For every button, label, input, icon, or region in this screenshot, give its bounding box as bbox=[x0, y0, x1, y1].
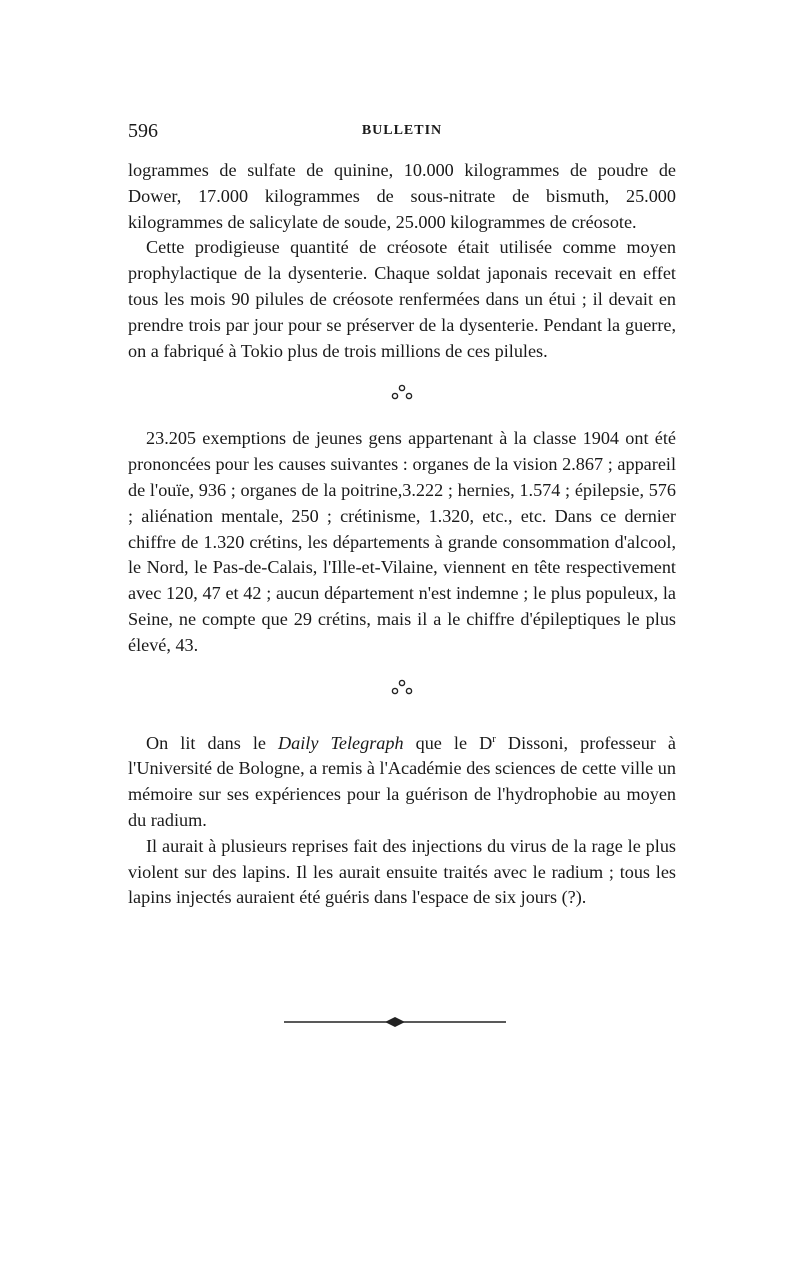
running-head: BULLETIN bbox=[361, 123, 443, 138]
asterism-icon bbox=[128, 677, 676, 705]
page-number: 596 bbox=[128, 120, 158, 142]
paragraph-1: logrammes de sulfate de quinine, 10.000 kilogrammes de poudre de Dower, 17.000 kilogrammes de sous-nitrate de bismuth, 25.000 kilogrammes de salicylate de soude, 25.000 kilogrammes de créosote. bbox=[128, 160, 676, 232]
paragraph-2: Cette prodigieuse quantité de créosote était utilisée comme moyen prophylactique de la dysenterie. Chaque soldat japonais recevait en effet tous les mois 90 pilules de créosote renfermées dans un étui ; il devait en prendre trois par jour pour se préserver de la dysenterie. Pendant la guerre, on a fabriqué à Tokio plus de trois millions de ces pilules. bbox=[128, 237, 676, 361]
telegraph-text-after: Dissoni, professeur à l'Université de Bologne, a remis à l'Académie des sciences de cette ville un mémoire sur ses expériences pour la guérison de l'hydrophobie au moyen du radium. bbox=[128, 732, 676, 830]
asterism-icon bbox=[128, 382, 676, 410]
section-ornament-1 bbox=[128, 364, 676, 426]
paragraph-5: Il aurait à plusieurs reprises fait des injections du virus de la rage le plus violent sur des lapins. Il les aurait ensuite traités avec le radium ; tous les lapins injectés auraient été guéris dans l'espace de six jours (?). bbox=[128, 835, 676, 908]
end-rule-divider bbox=[280, 1017, 510, 1027]
page-header bbox=[128, 120, 676, 148]
paragraph-3: 23.205 exemptions de jeunes gens appartenant à la classe 1904 ont été prononcées pour les causes suivantes : organes de la vision 2.867 ; appareil de l'ouïe, 936 ; organes de la poitrine,3.222 ; hernies, 1.574 ; épilepsie, 576 ; aliénation mentale, 250 ; crétinisme, 1.320, etc., etc. Dans ce dernier chiffre de 1.320 crétins, les départements à grande consommation d'alcool, le Nord, le Pas-de-Calais, l'Ille-et-Vilaine, viennent en tête respectivement avec 120, 47 et 42 ; aucun département n'est indemne ; le plus populeux, la Seine, ne compte que 29 crétins, mais il a le chiffre d'épileptiques le plus élevé, 43. bbox=[128, 428, 676, 655]
telegraph-text-middle: que le D bbox=[403, 732, 493, 753]
doctor-superscript: r bbox=[492, 732, 496, 745]
page-body bbox=[128, 158, 676, 911]
paragraph-4 bbox=[128, 727, 676, 834]
newspaper-title: Daily Telegraph bbox=[278, 732, 404, 753]
section-ornament-2 bbox=[128, 659, 676, 721]
telegraph-text-before: On lit dans le bbox=[146, 732, 279, 753]
